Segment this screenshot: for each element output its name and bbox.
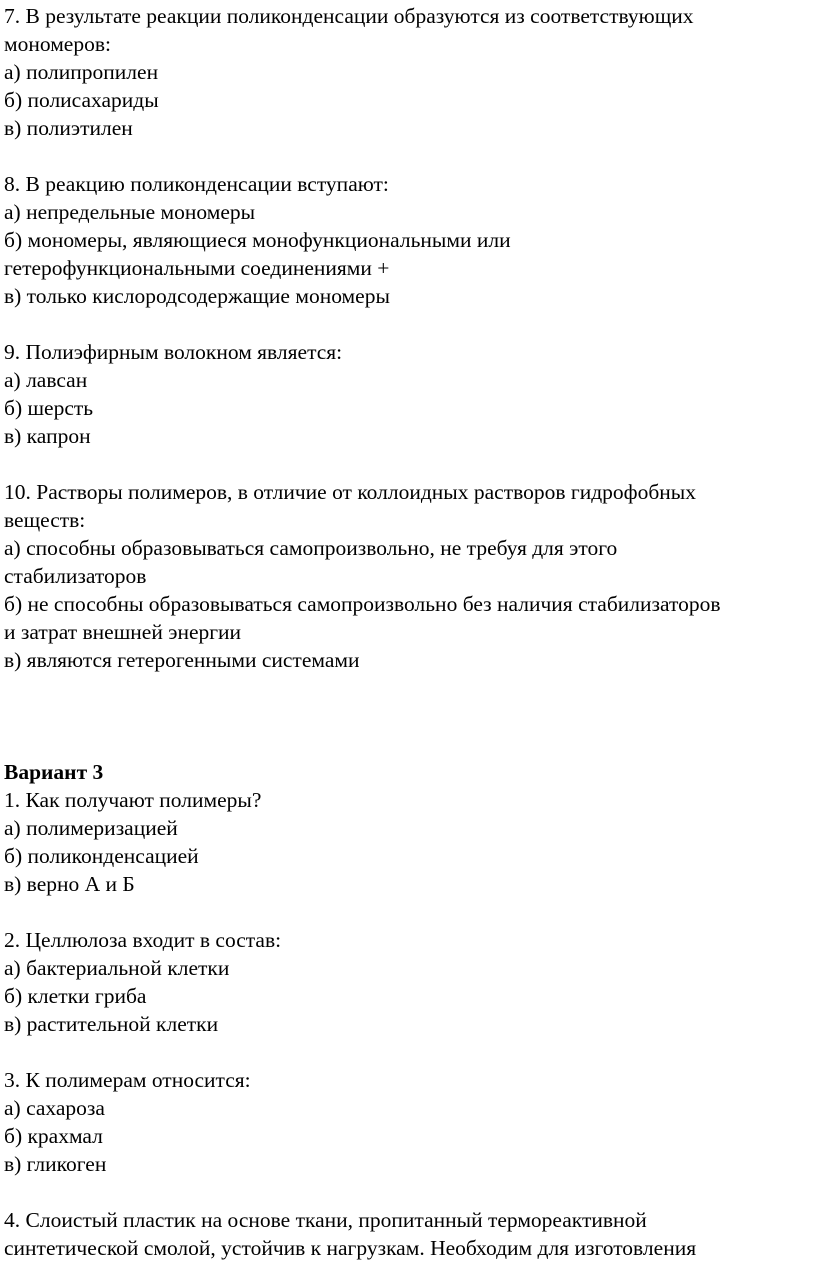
answer-option: а) сахароза [4,1096,105,1120]
spacer [4,450,814,478]
answer-option-continuation: стабилизаторов [4,564,147,588]
question-block [4,338,814,450]
document-page [4,2,814,1262]
question-block [4,926,814,1038]
spacer [4,142,814,170]
answer-option: б) поликонденсацией [4,844,199,868]
question-text: 1. Как получают полимеры? [4,788,262,812]
spacer [4,702,814,730]
question-text: веществ: [4,508,86,532]
question-block [4,2,814,142]
answer-option: а) полимеризацией [4,816,178,840]
answer-option: в) капрон [4,424,91,448]
answer-option: б) не способны образовываться самопроизвольно без наличия стабилизаторов [4,592,721,616]
answer-option: в) являются гетерогенными системами [4,648,360,672]
question-text: 4. Слоистый пластик на основе ткани, пропитанный термореактивной [4,1208,647,1232]
spacer [4,310,814,338]
answer-option: в) верно А и Б [4,872,135,896]
answer-option: а) полипропилен [4,60,159,84]
question-text: 2. Целлюлоза входит в состав: [4,928,282,952]
spacer [4,1178,814,1206]
question-text: синтетической смолой, устойчив к нагрузкам. Необходим для изготовления [4,1236,697,1260]
question-text: 3. К полимерам относится: [4,1068,251,1092]
variant-heading: Вариант 3 [4,760,104,784]
answer-option: б) клетки гриба [4,984,147,1008]
spacer [4,898,814,926]
answer-option: а) бактериальной клетки [4,956,230,980]
question-text: мономеров: [4,32,111,56]
answer-option-continuation: гетерофункциональными соединениями + [4,256,390,280]
spacer [4,730,814,758]
question-block [4,170,814,310]
question-text: 9. Полиэфирным волокном является: [4,340,343,364]
spacer [4,674,814,702]
answer-option: б) шерсть [4,396,94,420]
question-block [4,478,814,674]
answer-option: в) гликоген [4,1152,107,1176]
answer-option: а) непредельные мономеры [4,200,256,224]
spacer [4,1038,814,1066]
answer-option: б) мономеры, являющиеся монофункциональными или [4,228,511,252]
answer-option: а) лавсан [4,368,88,392]
question-block [4,786,814,898]
question-block [4,1206,814,1262]
answer-option: а) способны образовываться самопроизвольно, не требуя для этого [4,536,618,560]
question-text: 10. Растворы полимеров, в отличие от коллоидных растворов гидрофобных [4,480,696,504]
question-block [4,1066,814,1178]
answer-option-continuation: и затрат внешней энергии [4,620,242,644]
question-text: 7. В результате реакции поликонденсации образуются из соответствующих [4,4,694,28]
question-text: 8. В реакцию поликонденсации вступают: [4,172,389,196]
answer-option: в) полиэтилен [4,116,133,140]
answer-option: в) растительной клетки [4,1012,219,1036]
answer-option: б) полисахариды [4,88,159,112]
answer-option: в) только кислородсодержащие мономеры [4,284,390,308]
answer-option: б) крахмал [4,1124,103,1148]
